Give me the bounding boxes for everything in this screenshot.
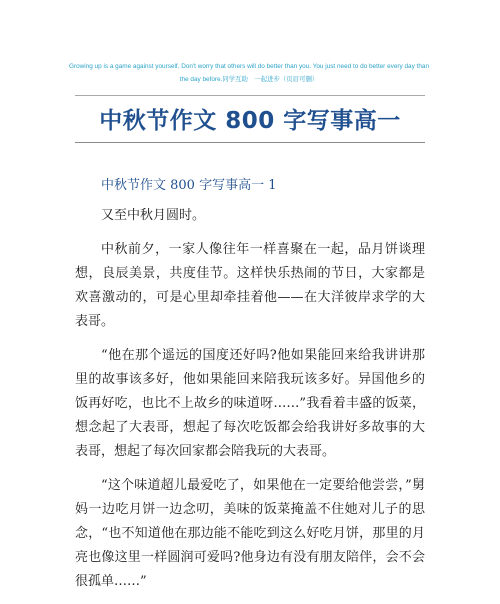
- paragraph: “他在那个遥远的国度还好吗?他如果能回来给我讲讲那里的故事该多好，他如果能回来陪我玩该多好。异国他乡的饭再好吃，也比不上故乡的味道呀……”我看着丰盛的饭菜，想念起了大表哥，想起了每次吃饭都会给我讲好多故事的大表哥，想起了每次回家都会陪我玩的大表哥。: [75, 348, 425, 459]
- header-divider: [75, 95, 425, 96]
- section-heading: 中秋节作文 800 字写事高一 1: [101, 178, 277, 193]
- paragraph: 又至中秋月圆时。: [101, 208, 206, 223]
- page-header: [66, 60, 432, 86]
- header-note: 同学互助 一起进步（页眉可删）: [222, 76, 319, 83]
- document-body: [75, 204, 425, 604]
- document-title: 中秋节作文 800 字写事高一: [99, 108, 401, 134]
- title-divider: [75, 142, 425, 143]
- paragraph: “这个味道超儿最爱吃了，如果他在一定要给他尝尝，”舅妈一边吃月饼一边念叨，美味的饭菜掩盖不住她对儿子的思念，“也不知道他在那边能不能吃到这么好吃月饼，那里的月亮也像这里一样圆润可爱吗?他身边有没有朋友陪伴，会不会很孤单……”: [75, 478, 425, 589]
- header-motto: Growing up is a game against yourself. Don't worry that others will do better than you. You just need to do better every day than the day before.: [68, 63, 429, 83]
- paragraph: 中秋前夕，一家人像往年一样喜聚在一起，品月饼谈理想，良辰美景，共度佳节。这样快乐热闹的节日，大家都是欢喜激动的，可是心里却牵挂着他——在大洋彼岸求学的大表哥。: [75, 242, 425, 329]
